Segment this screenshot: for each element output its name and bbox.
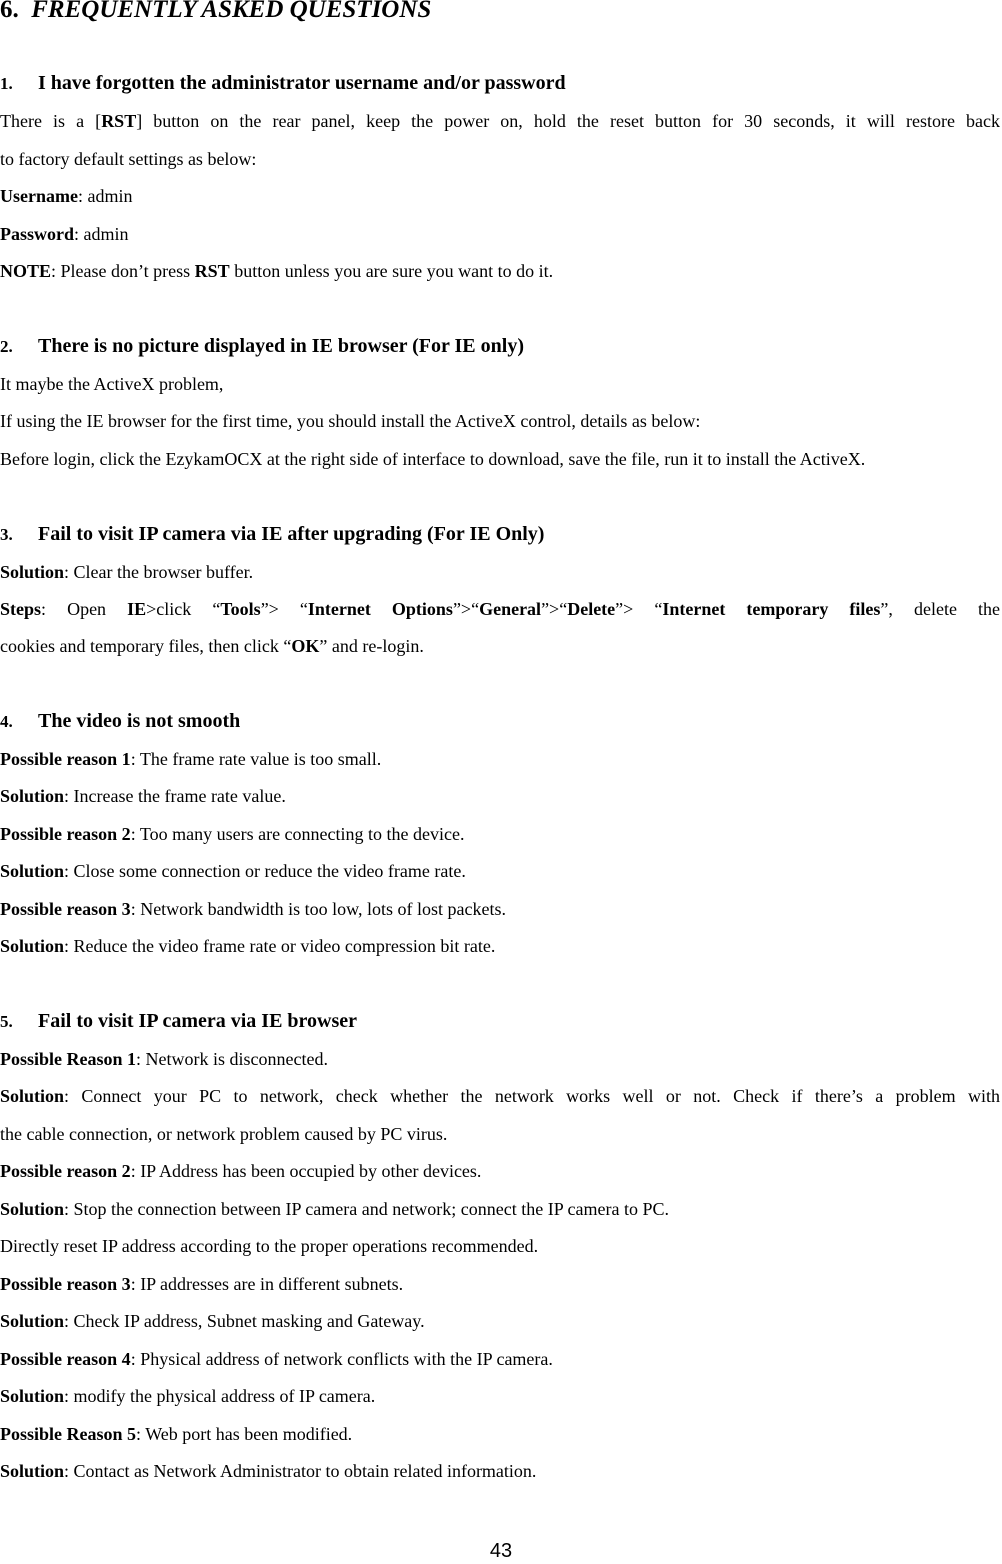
question-3-heading: 3. Fail to visit IP camera via IE after upgrading (For IE Only) xyxy=(0,523,545,545)
q5-reason-2: Possible reason 2: IP Address has been occupied by other devices. xyxy=(0,1161,482,1181)
q4-item: Possible reason 2: Too many users are connecting to the device. xyxy=(0,824,465,844)
q1-username: Username: admin xyxy=(0,186,133,206)
q1-line2: to factory default settings as below: xyxy=(0,149,257,169)
q3-steps: Steps: Open IE>click “Tools”> “Internet Options”>“General”>“Delete”> “Internet temporary files”, delete the xyxy=(0,599,1000,619)
q1-note: NOTE: Please don’t press RST button unless you are sure you want to do it. xyxy=(0,261,554,281)
q2-line1: It maybe the ActiveX problem, xyxy=(0,374,224,394)
q5-solution-5: Solution: Contact as Network Administrator to obtain related information. xyxy=(0,1461,537,1481)
q5-reason-3: Possible reason 3: IP addresses are in different subnets. xyxy=(0,1274,404,1294)
question-5-heading: 5. Fail to visit IP camera via IE browser xyxy=(0,1010,358,1032)
q4-item: Possible reason 1: The frame rate value is too small. xyxy=(0,749,382,769)
q5-solution-1: Solution: Connect your PC to network, check whether the network works well or not. Check if there’s a problem with xyxy=(0,1086,1000,1106)
q2-line3: Before login, click the EzykamOCX at the right side of interface to download, save the file, run it to install the ActiveX. xyxy=(0,449,866,469)
q5-reason-1: Possible Reason 1: Network is disconnected. xyxy=(0,1049,328,1069)
q1-line1: There is a [RST] button on the rear panel, keep the power on, hold the reset button for 30 seconds, it will restore back xyxy=(0,111,1000,131)
question-4-title: The video is not smooth xyxy=(38,710,241,732)
q1-password: Password: admin xyxy=(0,224,129,244)
question-2-heading: 2. There is no picture displayed in IE browser (For IE only) xyxy=(0,335,524,357)
section-title xyxy=(0,0,431,24)
q5-solution-2-continued: Directly reset IP address according to the proper operations recommended. xyxy=(0,1236,539,1256)
q5-solution-2: Solution: Stop the connection between IP camera and network; connect the IP camera to PC. xyxy=(0,1199,669,1219)
q3-solution: Solution: Clear the browser buffer. xyxy=(0,562,254,582)
question-1-title: I have forgotten the administrator username and/or password xyxy=(38,72,566,94)
q5-solution-3: Solution: Check IP address, Subnet masking and Gateway. xyxy=(0,1311,425,1331)
q5-solution-4: Solution: modify the physical address of IP camera. xyxy=(0,1386,376,1406)
question-2-title: There is no picture displayed in IE browser (For IE only) xyxy=(38,335,524,357)
q4-item: Solution: Reduce the video frame rate or video compression bit rate. xyxy=(0,936,496,956)
q4-item: Possible reason 3: Network bandwidth is too low, lots of lost packets. xyxy=(0,899,506,919)
q2-line2: If using the IE browser for the first time, you should install the ActiveX control, details as below: xyxy=(0,411,701,431)
page-number: 43 xyxy=(489,1540,513,1562)
question-5-title: Fail to visit IP camera via IE browser xyxy=(38,1010,358,1032)
q5-solution-1-continued: the cable connection, or network problem caused by PC virus. xyxy=(0,1124,448,1144)
q4-item: Solution: Increase the frame rate value. xyxy=(0,786,286,806)
question-1-heading: 1. I have forgotten the administrator username and/or password xyxy=(0,72,566,94)
q5-reason-4: Possible reason 4: Physical address of network conflicts with the IP camera. xyxy=(0,1349,553,1369)
q3-steps-continued: cookies and temporary files, then click “OK” and re-login. xyxy=(0,636,424,656)
question-3-title: Fail to visit IP camera via IE after upgrading (For IE Only) xyxy=(38,523,545,545)
q5-reason-5: Possible Reason 5: Web port has been modified. xyxy=(0,1424,353,1444)
section-title-text: FREQUENTLY ASKED QUESTIONS xyxy=(31,0,432,23)
section-number: 6. xyxy=(0,0,19,23)
q4-item: Solution: Close some connection or reduce the video frame rate. xyxy=(0,861,466,881)
question-4-heading: 4. The video is not smooth xyxy=(0,710,241,732)
